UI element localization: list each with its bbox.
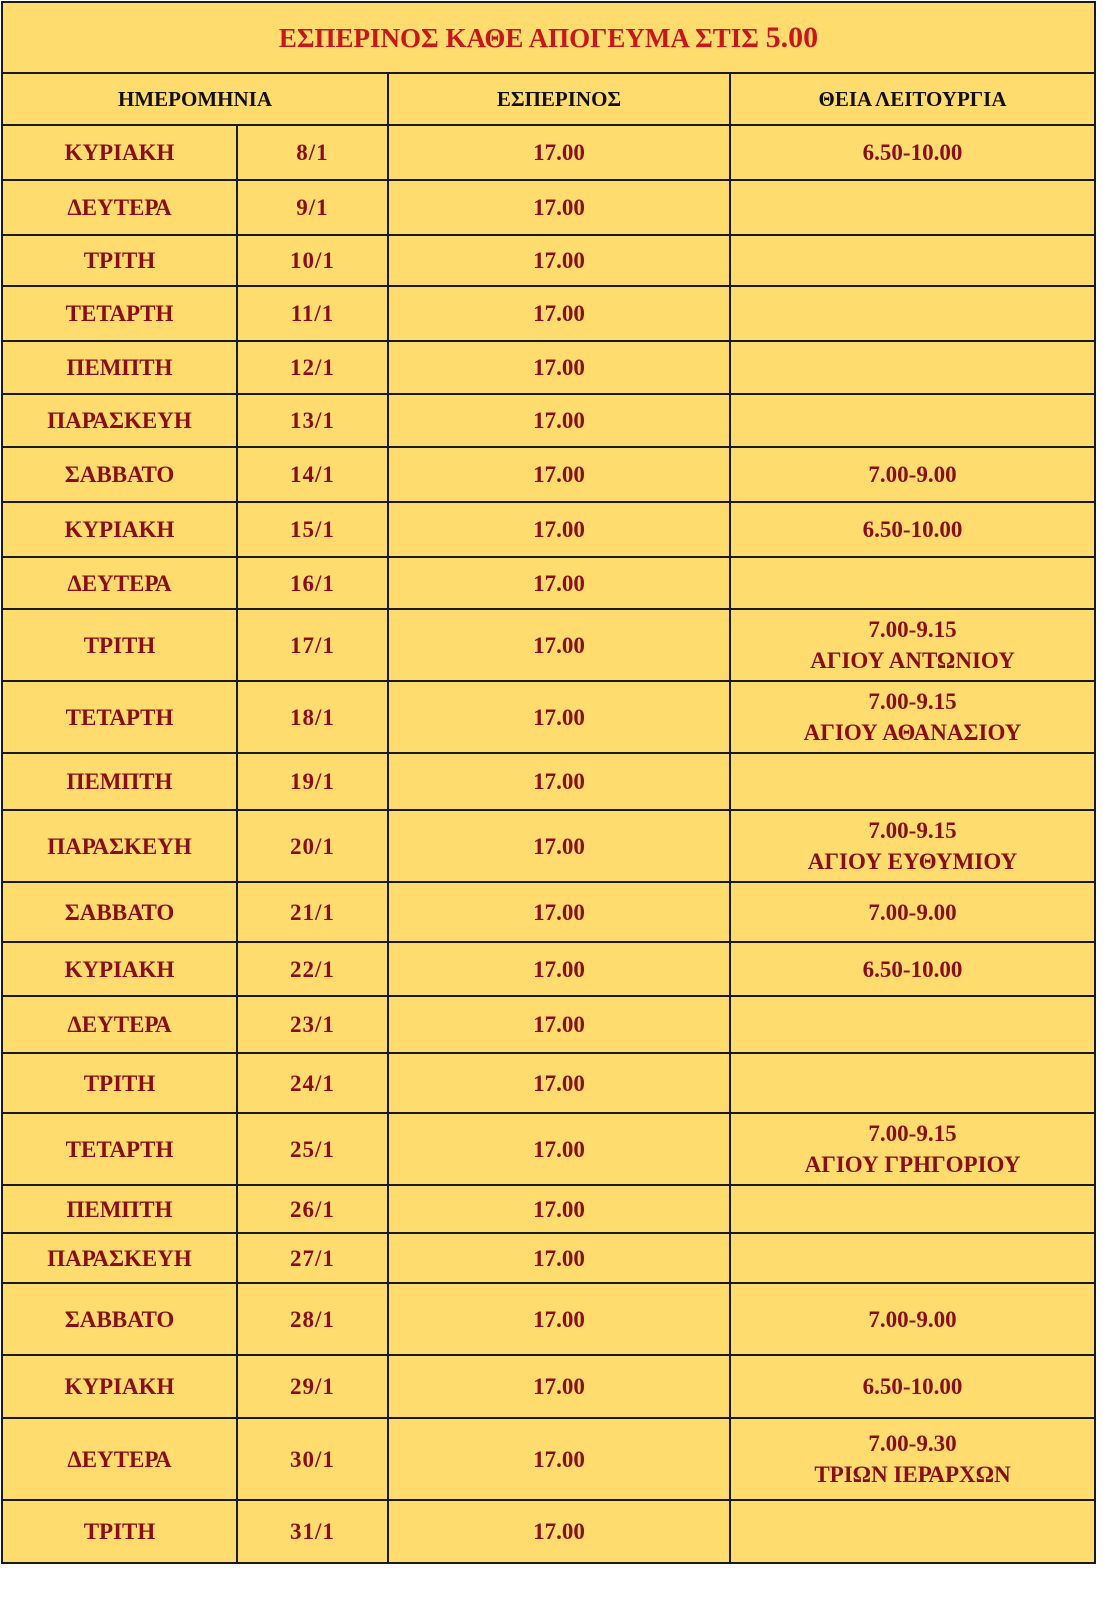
vespers-cell: 17.00 [388, 942, 730, 996]
liturgy-cell [730, 882, 1095, 942]
day-cell: ΠΑΡΑΣΚΕΥΗ [2, 810, 237, 882]
date-cell: 21/1 [237, 882, 388, 942]
date-cell: 18/1 [237, 681, 388, 753]
vespers-cell: 17.00 [388, 286, 730, 341]
liturgy-cell [730, 1355, 1095, 1418]
day-cell: ΠΕΜΠΤΗ [2, 753, 237, 810]
vespers-cell: 17.00 [388, 235, 730, 286]
date-cell: 28/1 [237, 1283, 388, 1355]
date-cell: 12/1 [237, 341, 388, 394]
liturgy-cell [730, 1185, 1095, 1233]
date-cell: 13/1 [237, 394, 388, 447]
vespers-cell: 17.00 [388, 681, 730, 753]
date-cell: 15/1 [237, 502, 388, 557]
vespers-cell: 17.00 [388, 1185, 730, 1233]
liturgy-cell [730, 1500, 1095, 1563]
liturgy-cell [730, 1418, 1095, 1500]
liturgy-cell [730, 1053, 1095, 1113]
liturgy-cell [730, 235, 1095, 286]
vespers-cell: 17.00 [388, 341, 730, 394]
liturgy-feast: ΑΓΙΟΥ ΑΝΤΩΝΙΟΥ [810, 648, 1015, 673]
day-cell: ΣΑΒΒΑΤΟ [2, 447, 237, 502]
vespers-cell: 17.00 [388, 1233, 730, 1283]
date-cell: 31/1 [237, 1500, 388, 1563]
table-row [2, 394, 1095, 447]
liturgy-feast: ΑΓΙΟΥ ΑΘΑΝΑΣΙΟΥ [803, 720, 1022, 745]
date-cell: 16/1 [237, 557, 388, 609]
table-row [2, 1053, 1095, 1113]
liturgy-cell [730, 942, 1095, 996]
day-cell: ΠΕΜΠΤΗ [2, 1185, 237, 1233]
date-cell: 10/1 [237, 235, 388, 286]
day-cell: ΤΕΤΑΡΤΗ [2, 1113, 237, 1185]
liturgy-time: 6.50-10.00 [862, 140, 963, 165]
liturgy-time: 6.50-10.00 [862, 956, 963, 982]
vespers-cell: 17.00 [388, 1113, 730, 1185]
liturgy-feast: ΤΡΙΩΝ ΙΕΡΑΡΧΩΝ [814, 1462, 1011, 1487]
table-row [2, 1113, 1095, 1185]
vespers-cell: 17.00 [388, 394, 730, 447]
page-title [2, 2, 1095, 73]
day-cell: ΚΥΡΙΑΚΗ [2, 942, 237, 996]
liturgy-time: 7.00-9.15 [868, 689, 957, 714]
day-cell: ΠΑΡΑΣΚΕΥΗ [2, 394, 237, 447]
table-row [2, 502, 1095, 557]
vespers-cell: 17.00 [388, 1283, 730, 1355]
day-cell: ΚΥΡΙΑΚΗ [2, 1355, 237, 1418]
header-liturgy: ΘΕΙΑ ΛΕΙΤΟΥΡΓΙΑ [730, 73, 1095, 125]
liturgy-cell [730, 753, 1095, 810]
liturgy-time: 7.00-9.30 [868, 1431, 957, 1456]
table-row [2, 1185, 1095, 1233]
header-vespers: ΕΣΠΕΡΙΝΟΣ [388, 73, 730, 125]
vespers-cell: 17.00 [388, 882, 730, 942]
title-text: ΕΣΠΕΡΙΝΟΣ ΚΑΘΕ ΑΠΟΓΕΥΜΑ ΣΤΙΣ [278, 22, 759, 53]
title-time: 5.00 [765, 20, 819, 54]
title-row [2, 2, 1095, 73]
liturgy-feast: ΑΓΙΟΥ ΕΥΘΥΜΙΟΥ [807, 849, 1018, 874]
schedule-table [1, 1, 1096, 1564]
day-cell: ΠΑΡΑΣΚΕΥΗ [2, 1233, 237, 1283]
liturgy-cell [730, 1113, 1095, 1185]
date-cell: 26/1 [237, 1185, 388, 1233]
table-row [2, 341, 1095, 394]
date-cell: 17/1 [237, 609, 388, 681]
day-cell: ΤΕΤΑΡΤΗ [2, 681, 237, 753]
day-cell: ΤΕΤΑΡΤΗ [2, 286, 237, 341]
vespers-cell: 17.00 [388, 180, 730, 235]
date-cell: 11/1 [237, 286, 388, 341]
table-row [2, 882, 1095, 942]
day-cell: ΣΑΒΒΑΤΟ [2, 882, 237, 942]
header-row [2, 73, 1095, 125]
liturgy-cell [730, 341, 1095, 394]
day-cell: ΔΕΥΤΕΡΑ [2, 996, 237, 1053]
day-cell: ΔΕΥΤΕΡΑ [2, 1418, 237, 1500]
vespers-cell: 17.00 [388, 810, 730, 882]
liturgy-cell [730, 125, 1095, 180]
liturgy-cell [730, 1283, 1095, 1355]
table-row [2, 286, 1095, 341]
liturgy-cell [730, 447, 1095, 502]
day-cell: ΣΑΒΒΑΤΟ [2, 1283, 237, 1355]
liturgy-cell [730, 286, 1095, 341]
table-row [2, 1233, 1095, 1283]
day-cell: ΔΕΥΤΕΡΑ [2, 180, 237, 235]
day-cell: ΚΥΡΙΑΚΗ [2, 502, 237, 557]
date-cell: 8/1 [237, 125, 388, 180]
vespers-cell: 17.00 [388, 125, 730, 180]
day-cell: ΔΕΥΤΕΡΑ [2, 557, 237, 609]
liturgy-time: 7.00-9.00 [868, 899, 957, 925]
liturgy-cell [730, 681, 1095, 753]
table-row [2, 996, 1095, 1053]
date-cell: 19/1 [237, 753, 388, 810]
liturgy-time: 7.00-9.15 [868, 818, 957, 843]
day-cell: ΚΥΡΙΑΚΗ [2, 125, 237, 180]
vespers-cell: 17.00 [388, 1500, 730, 1563]
table-row [2, 1355, 1095, 1418]
vespers-cell: 17.00 [388, 447, 730, 502]
date-cell: 23/1 [237, 996, 388, 1053]
table-row [2, 1283, 1095, 1355]
schedule-body [2, 125, 1095, 1563]
table-row [2, 942, 1095, 996]
liturgy-time: 7.00-9.00 [868, 462, 957, 487]
date-cell: 22/1 [237, 942, 388, 996]
table-row [2, 125, 1095, 180]
liturgy-time: 6.50-10.00 [862, 1374, 963, 1399]
date-cell: 24/1 [237, 1053, 388, 1113]
date-cell: 30/1 [237, 1418, 388, 1500]
liturgy-time: 7.00-9.00 [868, 1306, 957, 1332]
table-row [2, 681, 1095, 753]
header-date: ΗΜΕΡΟΜΗΝΙΑ [2, 73, 388, 125]
vespers-cell: 17.00 [388, 1053, 730, 1113]
table-row [2, 1418, 1095, 1500]
table-row [2, 609, 1095, 681]
table-row [2, 180, 1095, 235]
vespers-cell: 17.00 [388, 502, 730, 557]
date-cell: 27/1 [237, 1233, 388, 1283]
liturgy-cell [730, 502, 1095, 557]
date-cell: 9/1 [237, 180, 388, 235]
liturgy-cell [730, 810, 1095, 882]
liturgy-time: 7.00-9.15 [868, 617, 957, 642]
liturgy-cell [730, 609, 1095, 681]
table-row [2, 557, 1095, 609]
day-cell: ΤΡΙΤΗ [2, 609, 237, 681]
date-cell: 29/1 [237, 1355, 388, 1418]
table-row [2, 753, 1095, 810]
day-cell: ΤΡΙΤΗ [2, 1053, 237, 1113]
liturgy-cell [730, 557, 1095, 609]
vespers-cell: 17.00 [388, 1418, 730, 1500]
liturgy-cell [730, 1233, 1095, 1283]
date-cell: 14/1 [237, 447, 388, 502]
day-cell: ΠΕΜΠΤΗ [2, 341, 237, 394]
liturgy-cell [730, 996, 1095, 1053]
vespers-cell: 17.00 [388, 753, 730, 810]
liturgy-feast: ΑΓΙΟΥ ΓΡΗΓΟΡΙΟΥ [804, 1152, 1021, 1177]
liturgy-time: 7.00-9.15 [868, 1121, 957, 1146]
vespers-cell: 17.00 [388, 609, 730, 681]
liturgy-cell [730, 394, 1095, 447]
table-row [2, 235, 1095, 286]
schedule-sheet [1, 1, 1094, 1564]
day-cell: ΤΡΙΤΗ [2, 1500, 237, 1563]
vespers-cell: 17.00 [388, 996, 730, 1053]
date-cell: 25/1 [237, 1113, 388, 1185]
date-cell: 20/1 [237, 810, 388, 882]
table-row [2, 810, 1095, 882]
vespers-cell: 17.00 [388, 1355, 730, 1418]
liturgy-time: 6.50-10.00 [862, 517, 963, 542]
table-row [2, 447, 1095, 502]
day-cell: ΤΡΙΤΗ [2, 235, 237, 286]
liturgy-cell [730, 180, 1095, 235]
table-row [2, 1500, 1095, 1563]
vespers-cell: 17.00 [388, 557, 730, 609]
